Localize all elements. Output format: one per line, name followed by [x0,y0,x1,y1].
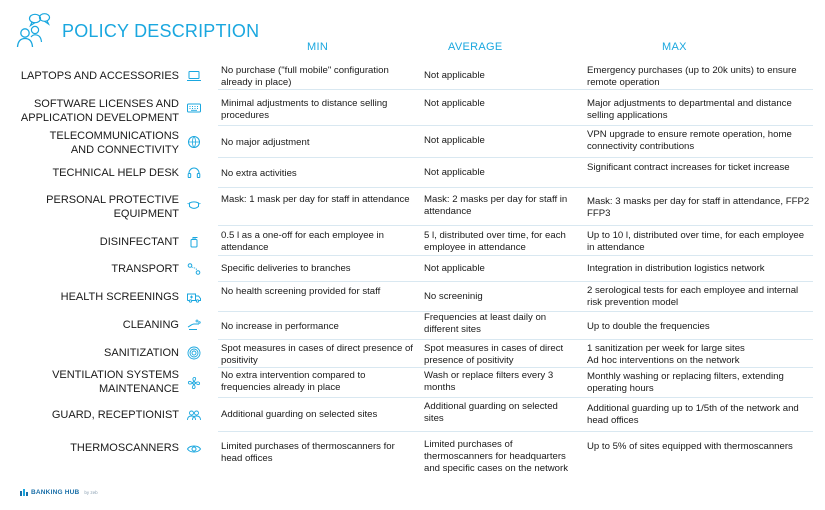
table-row [0,256,825,282]
title-area [14,12,54,48]
cell-max: Additional guarding up to 1/5th of the network and head offices [587,403,799,426]
row-label: TELECOMMUNICATIONS AND CONNECTIVITY [49,130,179,156]
hand-sanitizer-icon [186,233,202,249]
route-icon [186,261,202,277]
connectivity-icon [186,134,202,150]
row-label: DISINFECTANT [99,236,179,248]
row-label: VENTILATION SYSTEMS MAINTENANCE [52,369,179,395]
cell-min: Specific deliveries to branches [221,263,351,274]
cell-average: Spot measures in cases of direct presence of positivity [424,343,564,366]
row-label: LAPTOPS AND ACCESSORIES [20,70,179,82]
cell-min: No extra intervention compared to frequencies already in place [221,370,366,393]
cell-max: Up to 10 l, distributed over time, for each employee in attendance [587,230,805,253]
cell-max: Significant contract increases for ticket increase [587,162,790,173]
fingerprint-icon [186,345,202,361]
cell-min: No major adjustment [221,137,310,148]
table-row [0,226,825,256]
row-label: CLEANING [122,319,179,331]
row-label: TECHNICAL HELP DESK [52,167,179,179]
cell-average: Not applicable [424,135,485,146]
row-label: SANITIZATION [104,347,179,359]
table-row [0,312,825,340]
table-row [0,398,825,432]
cell-max: VPN upgrade to ensure remote operation, home connectivity contributions [587,129,792,152]
cell-average: Not applicable [424,98,485,109]
cell-max: Up to double the frequencies [587,321,710,332]
footer-brand: BANKING HUB [31,488,80,496]
cell-max: 2 serological tests for each employee and internal risk prevention model [587,285,799,308]
cell-min: 0.5 l as a one-off for each employee in attendance [221,230,385,253]
cell-average: Additional guarding on selected sites [424,401,558,424]
column-header-average: AVERAGE [448,41,503,53]
row-label: SOFTWARE LICENSES AND APPLICATION DEVELOPMENT [20,98,179,124]
row-label: THERMOSCANNERS [70,442,179,454]
guard-icon [186,407,202,423]
row-label: PERSONAL PROTECTIVE EQUIPMENT [46,194,179,220]
ambulance-icon [186,289,202,305]
cell-min: Additional guarding on selected sites [221,409,378,420]
keyboard-icon [186,100,202,116]
cell-min: No increase in performance [221,321,339,332]
cell-average: Not applicable [424,70,485,81]
cell-max: Mask: 3 masks per day for staff in attendance, FFP2 FFP3 [587,196,810,219]
table-row [0,368,825,398]
cell-max: 1 sanitization per week for large sites Ad hoc interventions on the network [587,343,745,366]
footer-logo [20,488,98,496]
table-row [0,340,825,368]
table-row [0,158,825,188]
headset-icon [186,165,202,181]
cell-average: Frequencies at least daily on different sites [424,312,547,335]
table-row [0,90,825,126]
cell-average: 5 l, distributed over time, for each employee in attendance [424,230,566,253]
cell-max: Emergency purchases (up to 20k units) to ensure remote operation [587,65,797,88]
row-label: TRANSPORT [111,263,179,275]
cell-average: Not applicable [424,263,485,274]
cell-average: Not applicable [424,167,485,178]
footer-sub: by zeb [84,489,98,495]
cell-min: No health screening provided for staff [221,286,381,297]
column-header-max: MAX [662,41,687,53]
cell-average: Wash or replace filters every 3 months [424,370,554,393]
people-chat-icon [14,12,54,48]
mask-icon [186,197,202,213]
table-row [0,188,825,226]
row-label: HEALTH SCREENINGS [60,291,179,303]
fan-icon [186,375,202,391]
cell-min: Spot measures in cases of direct presence of positivity [221,343,413,366]
cell-min: No purchase ("full mobile" configuration already in place) [221,65,389,88]
cell-min: Minimal adjustments to distance selling procedures [221,98,388,121]
cleaning-hands-icon [186,317,202,333]
cell-average: Limited purchases of thermoscanners for headquarters and specific cases on the network [424,439,568,474]
cell-min: Limited purchases of thermoscanners for head offices [221,441,395,464]
cell-min: No extra activities [221,168,297,179]
eye-scanner-icon [186,441,202,457]
column-header-min: MIN [307,41,329,53]
cell-max: Up to 5% of sites equipped with thermoscanners [587,441,793,452]
cell-max: Major adjustments to departmental and distance selling applications [587,98,792,121]
table-row [0,126,825,158]
banking-hub-logo-icon [20,488,28,496]
cell-min: Mask: 1 mask per day for staff in attendance [221,194,410,205]
table-row [0,62,825,90]
table-row [0,432,825,488]
cell-average: No screeninig [424,291,483,302]
table-row [0,282,825,312]
cell-average: Mask: 2 masks per day for staff in attendance [424,194,568,217]
cell-max: Integration in distribution logistics network [587,263,765,274]
cell-max: Monthly washing or replacing filters, extending operating hours [587,371,784,394]
page-title: POLICY DESCRIPTION [62,21,260,41]
row-label: GUARD, RECEPTIONIST [51,409,179,421]
laptop-icon [186,68,202,84]
